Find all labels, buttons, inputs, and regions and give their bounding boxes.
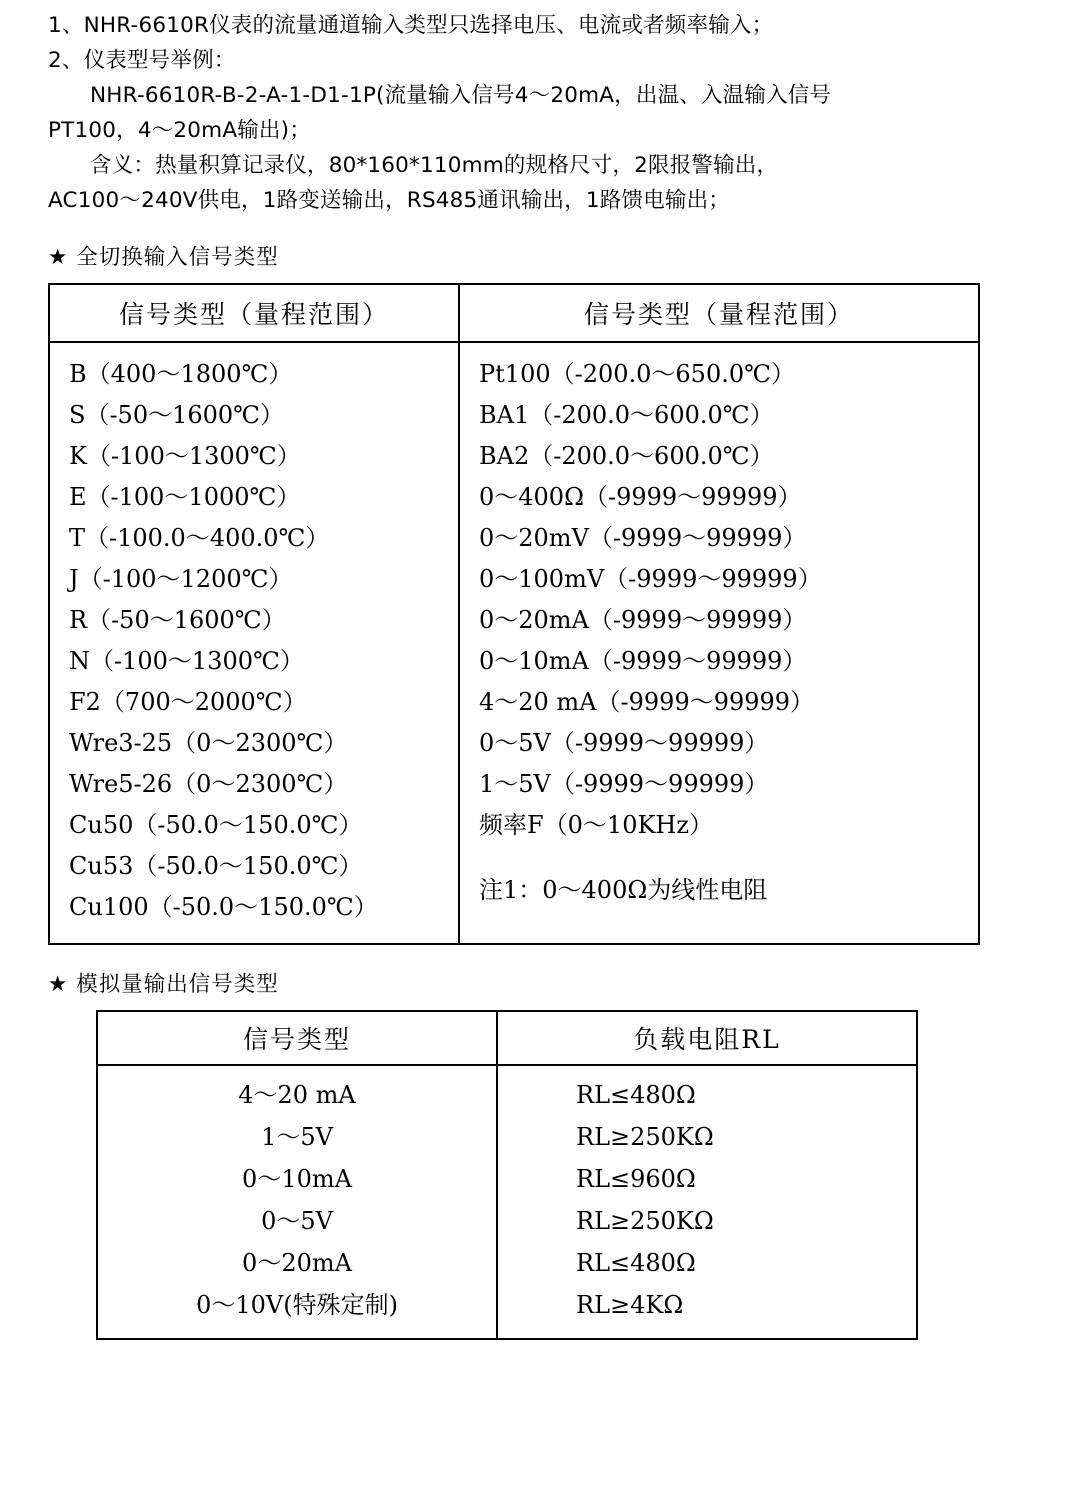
- list-item: J（-100～1200℃）: [69, 565, 293, 593]
- list-item: 0～400Ω（-9999～99999）: [479, 483, 802, 511]
- list-item: BA2（-200.0～600.0℃）: [479, 442, 774, 470]
- list-item: F2（700～2000℃）: [69, 688, 307, 716]
- table-row: [97, 1065, 917, 1116]
- input-table-note: 注1：0～400Ω为线性电阻: [479, 876, 768, 904]
- output-load-cell: RL≤960Ω: [497, 1158, 917, 1200]
- list-item: 0～5V（-9999～99999）: [479, 729, 769, 757]
- list-item: 0～20mV（-9999～99999）: [479, 524, 807, 552]
- list-item: S（-50～1600℃）: [69, 401, 285, 429]
- intro-line-4: PT100，4～20mA输出)；: [48, 118, 311, 143]
- list-item: K（-100～1300℃）: [69, 442, 301, 470]
- list-item: BA1（-200.0～600.0℃）: [479, 401, 774, 429]
- list-item: Wre5-26（0～2300℃）: [69, 770, 348, 798]
- intro-block: [48, 8, 1040, 218]
- output-signal-table: [96, 1010, 918, 1340]
- output-signal-cell: 0～10mA: [97, 1158, 497, 1200]
- input-right-cell: [459, 342, 979, 944]
- output-section-heading: [48, 967, 1040, 998]
- list-item: T（-100.0～400.0℃）: [69, 524, 330, 552]
- output-signal-cell: 0～20mA: [97, 1242, 497, 1284]
- table-row: [97, 1284, 917, 1339]
- list-item: 0～100mV（-9999～99999）: [479, 565, 822, 593]
- star-icon: ★: [48, 972, 69, 997]
- intro-line-3: NHR-6610R-B-2-A-1-D1-1P(流量输入信号4～20mA，出温、入温输入信号: [90, 83, 832, 108]
- list-item: 0～10mA（-9999～99999）: [479, 647, 807, 675]
- intro-line-2: 2、仪表型号举例：: [48, 48, 236, 73]
- output-signal-cell: 1～5V: [97, 1116, 497, 1158]
- list-item: N（-100～1300℃）: [69, 647, 304, 675]
- input-section-title: 全切换输入信号类型: [76, 245, 279, 270]
- table-row: [49, 342, 979, 944]
- list-item: B（400～1800℃）: [69, 360, 293, 388]
- list-item: R（-50～1600℃）: [69, 606, 286, 634]
- output-load-cell: RL≤480Ω: [497, 1065, 917, 1116]
- list-item: Pt100（-200.0～650.0℃）: [479, 360, 795, 388]
- output-section-title: 模拟量输出信号类型: [76, 972, 279, 997]
- input-table-header-right: 信号类型（量程范围）: [459, 284, 979, 342]
- table-header-row: [49, 284, 979, 342]
- list-item: 1～5V（-9999～99999）: [479, 770, 769, 798]
- intro-line-1: 1、NHR-6610R仪表的流量通道输入类型只选择电压、电流或者频率输入；: [48, 13, 774, 38]
- output-signal-cell: 0～10V(特殊定制): [97, 1284, 497, 1339]
- list-item: 4～20 mA（-9999～99999）: [479, 688, 815, 716]
- input-table-header-left: 信号类型（量程范围）: [49, 284, 459, 342]
- output-load-cell: RL≥250KΩ: [497, 1116, 917, 1158]
- input-signal-table: [48, 283, 980, 945]
- star-icon: ★: [48, 245, 69, 270]
- left-signal-list: [51, 344, 457, 942]
- table-row: [97, 1116, 917, 1158]
- output-load-cell: RL≤480Ω: [497, 1242, 917, 1284]
- table-header-row: [97, 1011, 917, 1065]
- intro-line-5: 含义：热量积算记录仪，80*160*110mm的规格尺寸，2限报警输出，: [90, 153, 779, 178]
- spacer: [479, 846, 977, 870]
- list-item: Cu53（-50.0～150.0℃）: [69, 852, 363, 880]
- list-item: E（-100～1000℃）: [69, 483, 301, 511]
- intro-line-6: AC100～240V供电，1路变送输出，RS485通讯输出，1路馈电输出；: [48, 188, 731, 213]
- list-item: 0～20mA（-9999～99999）: [479, 606, 807, 634]
- list-item: Cu100（-50.0～150.0℃）: [69, 893, 378, 921]
- table-row: [97, 1200, 917, 1242]
- output-signal-cell: 0～5V: [97, 1200, 497, 1242]
- output-load-cell: RL≥4KΩ: [497, 1284, 917, 1339]
- list-item: Cu50（-50.0～150.0℃）: [69, 811, 363, 839]
- table-row: [97, 1158, 917, 1200]
- output-table-header-right: 负载电阻RL: [497, 1011, 917, 1065]
- output-signal-cell: 4～20 mA: [97, 1065, 497, 1116]
- input-section-heading: [48, 240, 1040, 271]
- list-item: 频率F（0～10KHz）: [479, 811, 713, 839]
- input-left-cell: [49, 342, 459, 944]
- list-item: Wre3-25（0～2300℃）: [69, 729, 348, 757]
- output-load-cell: RL≥250KΩ: [497, 1200, 917, 1242]
- right-signal-list: [461, 344, 977, 925]
- output-table-header-left: 信号类型: [97, 1011, 497, 1065]
- table-row: [97, 1242, 917, 1284]
